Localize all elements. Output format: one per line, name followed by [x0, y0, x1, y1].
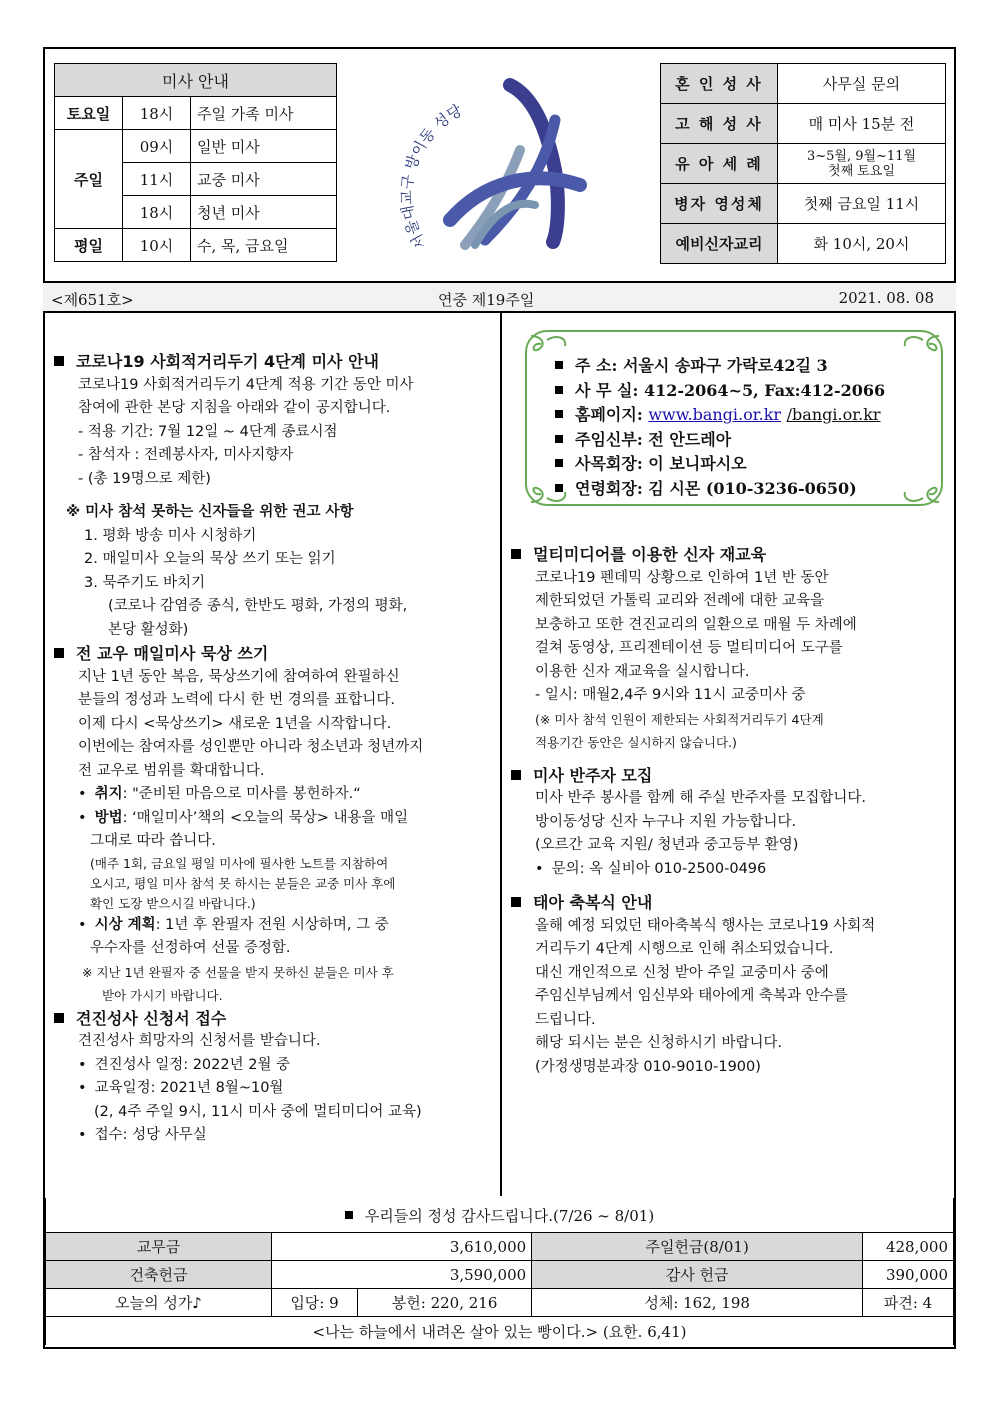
- sick-communion-label: 병자 영성체: [661, 184, 778, 224]
- multimedia-note-1: (※ 미사 참석 인원이 제한되는 사회적거리두기 4단계: [535, 711, 824, 727]
- fetus-blessing-text-4: 주임신부님께서 임신부와 태아에게 축복과 안수를: [535, 988, 848, 1004]
- marriage-value: 사무실 문의: [778, 64, 946, 104]
- council-chair-row: 사목회장: 이 보니파시오: [555, 452, 885, 477]
- recommendation-3-detail-2: 본당 활성화): [108, 621, 189, 638]
- accompanist-text-1: 미사 반주 봉사를 함께 해 주실 반주자를 모집합니다.: [535, 790, 867, 806]
- meditation-award-cont: 우수자를 선정하여 선물 증정함.: [90, 940, 291, 956]
- weekday-mass: 수, 목, 금요일: [191, 229, 337, 262]
- left-column: [54, 350, 494, 1148]
- right-column: [511, 543, 951, 1079]
- confession-value: 매 미사 15분 전: [778, 104, 946, 144]
- meditation-text-5: 전 교우로 범위를 확대합니다.: [78, 762, 265, 779]
- homepage-row: 홈페이지: www.bangi.or.kr /bangi.or.kr: [555, 403, 885, 428]
- marriage-label: 혼 인 성 사: [661, 64, 778, 104]
- fetus-blessing-text-1: 올해 예정 되었던 태아축복식 행사는 코로나19 사회적: [535, 917, 876, 934]
- liturgical-week: 연중 제19주일: [438, 291, 535, 309]
- sunday-mass-3: 청년 미사: [191, 196, 337, 229]
- square-bullet-icon: [511, 549, 521, 559]
- recommendation-3-detail: (코로나 감염증 종식, 한반도 평화, 가정의 평화,: [108, 598, 408, 614]
- meditation-method-cont: 그대로 따라 씁니다.: [90, 833, 216, 849]
- accompanist-contact: • 문의: 옥 실비아 010-2500-0496: [511, 858, 951, 882]
- covid-section-title: 코로나19 사회적거리두기 4단계 미사 안내: [54, 350, 494, 374]
- square-bullet-icon: [345, 1211, 353, 1219]
- offering-title: 우리들의 정성 감사드립니다.(7/26 ~ 8/01): [46, 1198, 954, 1233]
- thanks-offering-label: 감사 헌금: [532, 1261, 863, 1289]
- weekday-time: 10시: [123, 229, 191, 262]
- fetus-blessing-text-2: 거리두기 4단계 시행으로 인해 취소되었습니다.: [535, 941, 834, 957]
- square-bullet-icon: [511, 897, 521, 907]
- recommendation-2: 2. 매일미사 오늘의 묵상 쓰기 또는 읽기: [84, 551, 336, 567]
- sunday-mass-1: 일반 미사: [191, 130, 337, 163]
- fetus-blessing-contact: (가정생명분과장 010-9010-1900): [535, 1058, 761, 1075]
- confirmation-schedule: • 견진성사 일정: 2022년 2월 중: [54, 1054, 494, 1078]
- dues-label: 교무금: [46, 1233, 272, 1261]
- weekday-label: 평일: [55, 229, 123, 262]
- infant-baptism-day: 첫째 토요일: [828, 163, 895, 179]
- fetus-blessing-text-6: 해당 되시는 분은 신청하시기 바랍니다.: [535, 1035, 783, 1051]
- confession-label: 고 해 성 사: [661, 104, 778, 144]
- meditation-note-3: 확인 도장 받으시길 바랍니다.): [90, 895, 256, 911]
- sunday-time-1: 09시: [123, 130, 191, 163]
- hymn-offertory: 봉헌: 220, 216: [358, 1289, 532, 1317]
- funeral-chair-row: 연령회장: 김 시몬 (010-3236-0650): [555, 477, 885, 502]
- homepage-link-short[interactable]: /bangi.or.kr: [786, 405, 881, 424]
- meditation-note-1: (매주 1회, 금요일 평일 미사에 필사한 노트를 지참하여: [90, 855, 389, 871]
- infant-baptism-months: 3~5월, 9월~11월: [806, 148, 917, 164]
- meditation-gift-note-1: ※ 지난 1년 완필자 중 선물을 받지 못하신 분들은 미사 후: [82, 964, 394, 980]
- corner-flourish-icon: [899, 476, 943, 506]
- multimedia-text-3: 보충하고 또한 견진교리의 일환으로 매월 두 차례에: [535, 616, 857, 633]
- hymn-communion: 성체: 162, 198: [532, 1289, 863, 1317]
- hymn-dismissal: 파견: 4: [863, 1289, 954, 1317]
- sick-communion-value: 첫째 금요일 11시: [778, 184, 946, 224]
- square-bullet-icon: [54, 1013, 64, 1023]
- issue-bar: [43, 281, 956, 313]
- infant-baptism-value: [778, 144, 946, 184]
- dues-value: 3,610,000: [272, 1233, 532, 1261]
- confirmation-education: • 교육일정: 2021년 8월~10월: [54, 1077, 494, 1101]
- infant-baptism-label: 유 아 세 례: [661, 144, 778, 184]
- saturday-mass: 주일 가족 미사: [191, 97, 337, 130]
- sunday-mass-2: 교중 미사: [191, 163, 337, 196]
- parish-info-box: [525, 330, 945, 508]
- building-fund-label: 건축헌금: [46, 1261, 272, 1289]
- confirmation-reception: • 접수: 성당 사무실: [54, 1124, 494, 1148]
- meditation-method: • 방법: ‘매일미사’책의 <오늘의 묵상> 내용을 매일: [54, 807, 494, 831]
- fetus-blessing-text-5: 드립니다.: [535, 1011, 596, 1028]
- multimedia-text-2: 제한되었던 가톨릭 교리와 전례에 대한 교육을: [535, 593, 825, 609]
- saturday-label: 토요일: [55, 97, 123, 130]
- fetus-blessing-text-3: 대신 개인적으로 신청 받아 주일 교중미사 중에: [535, 964, 829, 981]
- sunday-label: 주일: [55, 130, 123, 229]
- issue-date: 2021. 08. 08: [838, 289, 934, 307]
- mass-schedule-table: [54, 63, 337, 262]
- meditation-text-3: 이제 다시 <묵상쓰기> 새로운 1년을 시작합니다.: [78, 715, 392, 732]
- hymns-label: 오늘의 성가♪: [46, 1289, 272, 1317]
- recommendation-1: 1. 평화 방송 미사 시청하기: [84, 527, 257, 544]
- thanks-offering-value: 390,000: [863, 1261, 954, 1289]
- sunday-time-2: 11시: [123, 163, 191, 196]
- covid-text-2: 참여에 관한 본당 지침을 아래와 같이 공지합니다.: [78, 400, 391, 416]
- confirmation-section-title: 견진성사 신청서 접수: [54, 1007, 494, 1031]
- catechumen-value: 화 10시, 20시: [778, 224, 946, 264]
- address-row: 주 소: 서울시 송파구 가락로42길 3: [555, 354, 885, 379]
- parish-logo: [395, 60, 605, 275]
- catechumen-label: 예비신자교리: [661, 224, 778, 264]
- meditation-text-1: 지난 1년 동안 복음, 묵상쓰기에 참여하여 완필하신: [78, 668, 400, 685]
- fetus-blessing-section-title: 태아 축복식 안내: [511, 891, 951, 915]
- mass-schedule-title: 미사 안내: [55, 64, 337, 97]
- priest-row: 주임신부: 전 안드레아: [555, 428, 885, 453]
- square-bullet-icon: [54, 356, 64, 366]
- meditation-note-2: 오시고, 평일 미사 참석 못 하시는 분들은 교중 미사 후에: [90, 875, 396, 891]
- multimedia-text-4: 걸쳐 동영상, 프리젠테이션 등 멀티미디어 도구를: [535, 640, 843, 656]
- corner-flourish-icon: [899, 332, 943, 362]
- issue-number: <제651호>: [51, 291, 134, 309]
- covid-attendees: - 참석자 : 전례봉사자, 미사지향자: [78, 447, 294, 463]
- covid-limit: - (총 19명으로 제한): [78, 470, 211, 487]
- accompanist-text-2: 방이동성당 신자 누구나 지원 가능합니다.: [535, 813, 797, 830]
- covid-text-1: 코로나19 사회적거리두기 4단계 적용 기간 동안 미사: [78, 376, 414, 393]
- sacraments-table: [660, 63, 946, 264]
- sunday-collection-label: 주일헌금(8/01): [532, 1233, 863, 1261]
- sunday-time-3: 18시: [123, 196, 191, 229]
- column-divider: [500, 313, 502, 1196]
- building-fund-value: 3,590,000: [272, 1261, 532, 1289]
- meditation-text-4: 이번에는 참여자를 성인뿐만 아니라 청소년과 청년까지: [78, 739, 424, 755]
- square-bullet-icon: [511, 770, 521, 780]
- multimedia-note-2: 적용기간 동안은 실시하지 않습니다.): [535, 734, 737, 750]
- logo-text: 서울대교구 방이동 성당: [397, 101, 466, 253]
- multimedia-schedule: - 일시: 매월2,4주 9시와 11시 교중미사 중: [535, 687, 806, 703]
- meditation-gift-note-2: 받아 가시기 바랍니다.: [102, 987, 223, 1003]
- multimedia-text-1: 코로나19 펜데믹 상황으로 인하여 1년 반 동안: [535, 569, 829, 586]
- accompanist-section-title: 미사 반주자 모집: [511, 764, 951, 788]
- meditation-award: • 시상 계획: 1년 후 완필자 전원 시상하며, 그 중: [54, 914, 494, 938]
- square-bullet-icon: [54, 648, 64, 658]
- meditation-section-title: 전 교우 매일미사 묵상 쓰기: [54, 642, 494, 666]
- accompanist-text-3: (오르간 교육 지원/ 청년과 중고등부 환영): [535, 837, 799, 853]
- confirmation-text: 견진성사 희망자의 신청서를 받습니다.: [78, 1033, 321, 1049]
- meditation-purpose: • 취지: "준비된 마음으로 미사를 봉헌하자.“: [54, 783, 494, 807]
- recommendation-3: 3. 묵주기도 바치기: [84, 574, 206, 591]
- confirmation-education-detail: (2, 4주 주일 9시, 11시 미사 중에 멀티미디어 교육): [94, 1103, 422, 1120]
- homepage-link[interactable]: www.bangi.or.kr: [648, 405, 782, 424]
- parish-info-lines: [555, 354, 885, 501]
- meditation-text-2: 분들의 정성과 노력에 다시 한 번 경의를 표합니다.: [78, 692, 396, 708]
- multimedia-section-title: 멀티미디어를 이용한 신자 재교육: [511, 543, 951, 567]
- saturday-time: 18시: [123, 97, 191, 130]
- multimedia-text-5: 이용한 신자 재교육을 실시합니다.: [535, 663, 750, 680]
- covid-period: - 적용 기간: 7월 12일 ~ 4단계 종료시점: [78, 423, 338, 440]
- gospel-verse: <나는 하늘에서 내려온 살아 있는 빵이다.> (요한. 6,41): [46, 1317, 954, 1346]
- offering-table: [45, 1198, 954, 1345]
- sunday-collection-value: 428,000: [863, 1233, 954, 1261]
- office-row: 사 무 실: 412-2064~5, Fax:412-2066: [555, 379, 885, 404]
- hymn-entrance: 입당: 9: [272, 1289, 358, 1317]
- recommendation-title: ※ 미사 참석 못하는 신자들을 위한 권고 사항: [66, 504, 354, 520]
